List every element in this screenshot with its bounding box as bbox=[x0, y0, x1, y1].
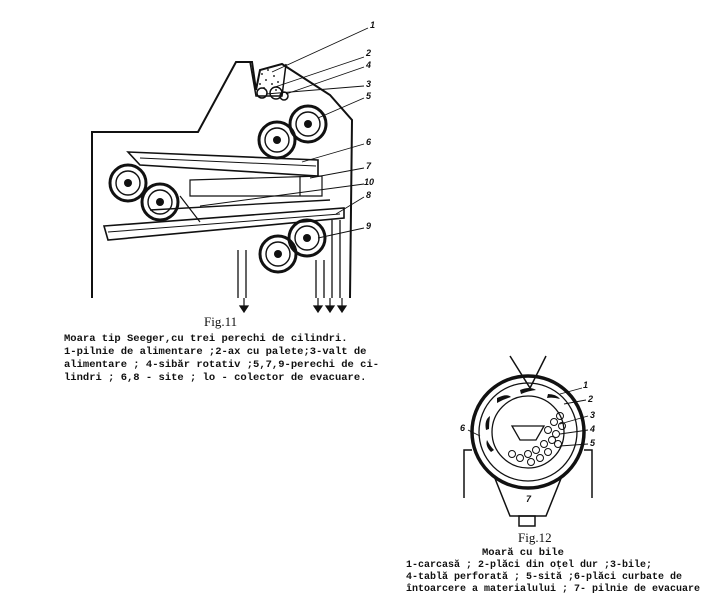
roller-pairs bbox=[110, 106, 326, 272]
fig12-label-5: 5 bbox=[590, 438, 596, 448]
fig11-label-1: 1 bbox=[370, 20, 376, 30]
upper-sieve bbox=[128, 152, 318, 176]
fig11-legend-line-2: alimentare ; 4-sibăr rotativ ;5,7,9-perechi de ci- bbox=[64, 359, 380, 371]
fig12-label-2: 2 bbox=[588, 394, 594, 404]
fig11-legend-line-1: 1-pilnie de alimentare ;2-ax cu palete;3-valt de bbox=[64, 346, 367, 358]
fig11-label-8: 8 bbox=[366, 190, 372, 200]
fig11-label-5: 5 bbox=[366, 91, 372, 101]
fig12-label-6: 6 bbox=[460, 423, 466, 433]
fig11-label-10: 10 bbox=[364, 177, 375, 187]
fig12-caption: Fig.12 bbox=[518, 530, 552, 545]
fig11-label-9: 9 bbox=[366, 221, 372, 231]
housing-outline bbox=[92, 62, 352, 298]
fig12-legend-line-1: 1-carcasă ; 2-plăci din oțel dur ;3-bile; bbox=[406, 560, 653, 571]
fig11-label-4: 4 bbox=[366, 60, 372, 70]
fig12-legend-line-3: întoarcere a materialului ; 7- pilnie de evacuare bbox=[406, 584, 701, 595]
fig12-label-7: 7 bbox=[526, 494, 532, 504]
fig12-label-3: 3 bbox=[590, 410, 596, 420]
fig11-label-2: 2 bbox=[366, 48, 372, 58]
fig11-title: Moara tip Seeger,cu trei perechi de cilindri. bbox=[64, 333, 348, 345]
fig11-label-6: 6 bbox=[366, 137, 372, 147]
fig12-legend-line-2: 4-tablă perforată ; 5-sită ;6-plăci curbate de bbox=[406, 572, 683, 583]
fig12-title: Moară cu bile bbox=[482, 547, 564, 559]
fig11-label-7: 7 bbox=[366, 161, 372, 171]
fig12-label-4: 4 bbox=[590, 424, 596, 434]
fig12-label-1: 1 bbox=[583, 380, 589, 390]
fig11-caption: Fig.11 bbox=[204, 314, 238, 329]
fig11-label-3: 3 bbox=[366, 79, 372, 89]
fig11-legend-line-3: lindri ; 6,8 - site ; lo - colector de evacuare. bbox=[64, 372, 367, 384]
